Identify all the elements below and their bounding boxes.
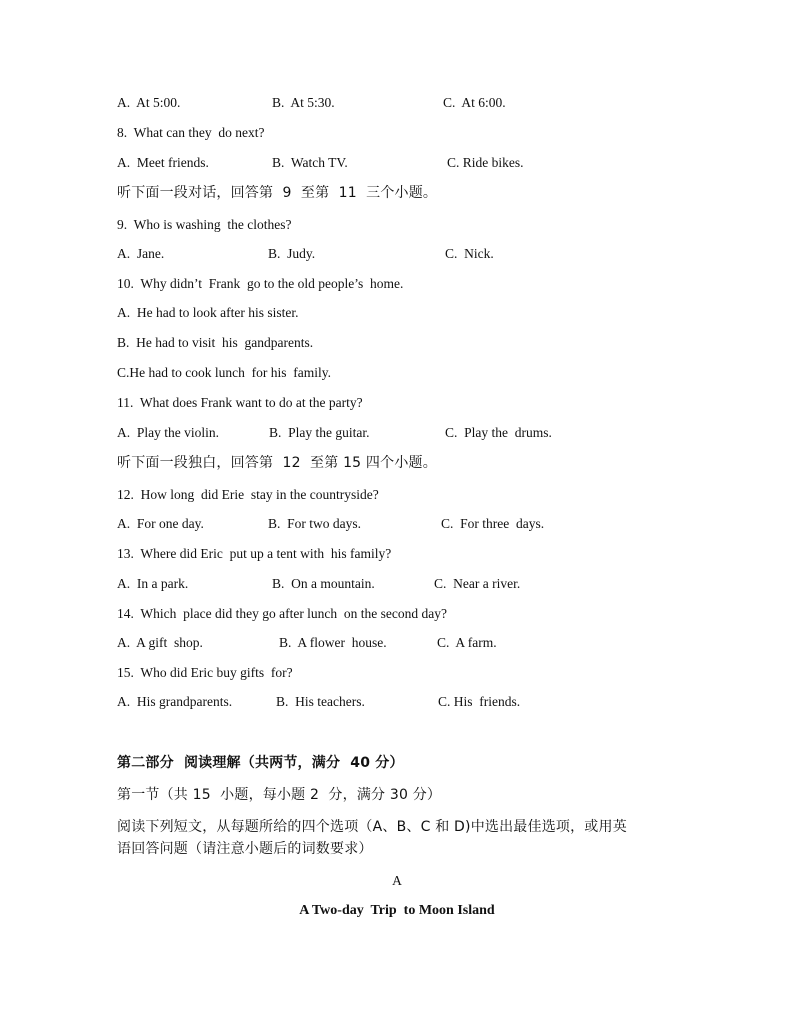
q7-option-c: C. At 6:00.: [443, 95, 506, 110]
q15-option-a: A. His grandparents.: [117, 694, 233, 709]
q12-option-a: A. For one day.: [117, 516, 204, 531]
q10-option-a: A. He had to look after his sister.: [117, 305, 299, 320]
q11-option-c: C. Play the drums.: [445, 425, 552, 440]
question-11: 11. What does Frank want to do at the party?: [117, 395, 363, 410]
section1-heading: 第一节（共 15 小题，每小题 2 分，满分 30 分）: [117, 787, 442, 803]
reading-instruction-line1: 阅读下列短文，从每题所给的四个选项（A、B、C 和 D)中选出最佳选项，或用英: [117, 819, 627, 835]
q12-option-c: C. For three days.: [441, 516, 545, 531]
q7-option-a: A. At 5:00.: [117, 95, 181, 110]
q13-option-b: B. On a mountain.: [272, 576, 375, 591]
q15-option-b: B. His teachers.: [276, 694, 365, 709]
q11-option-a: A. Play the violin.: [117, 425, 219, 440]
reading-instruction-line2: 语回答问题（请注意小题后的词数要求）: [117, 841, 373, 857]
question-12: 12. How long did Erie stay in the countryside?: [117, 487, 379, 502]
q9-option-a: A. Jane.: [117, 246, 165, 261]
question-10: 10. Why didn’t Frank go to the old people’s home.: [117, 276, 404, 291]
q14-option-b: B. A flower house.: [279, 635, 387, 650]
q8-option-a: A. Meet friends.: [117, 155, 209, 170]
q13-option-a: A. In a park.: [117, 576, 189, 591]
q8-option-b: B. Watch TV.: [272, 155, 348, 170]
instruction-9-11: 听下面一段对话，回答第 9 至第 11 三个小题。: [117, 185, 438, 201]
q15-option-c: C. His friends.: [438, 694, 521, 709]
question-8: 8. What can they do next?: [117, 125, 265, 140]
q13-option-c: C. Near a river.: [434, 576, 521, 591]
q9-option-c: C. Nick.: [445, 246, 494, 261]
part2-heading: 第二部分 阅读理解（共两节，满分 40 分）: [117, 755, 404, 771]
q9-option-b: B. Judy.: [268, 246, 316, 261]
q14-option-a: A. A gift shop.: [117, 635, 203, 650]
q14-option-c: C. A farm.: [437, 635, 497, 650]
passage-label: A: [392, 873, 402, 888]
question-13: 13. Where did Eric put up a tent with his family?: [117, 546, 392, 561]
q12-option-b: B. For two days.: [268, 516, 362, 531]
question-15: 15. Who did Eric buy gifts for?: [117, 665, 293, 680]
question-9: 9. Who is washing the clothes?: [117, 217, 292, 232]
q10-option-b: B. He had to visit his gandparents.: [117, 335, 314, 350]
q11-option-b: B. Play the guitar.: [269, 425, 370, 440]
q8-option-c: C. Ride bikes.: [447, 155, 524, 170]
question-14: 14. Which place did they go after lunch on the second day?: [117, 606, 448, 621]
q7-option-b: B. At 5:30.: [272, 95, 335, 110]
passage-title: A Two-day Trip to Moon Island: [299, 903, 495, 918]
instruction-12-15: 听下面一段独白，回答第 12 至第 15 四个小题。: [117, 455, 437, 471]
q10-option-c: C.He had to cook lunch for his family.: [117, 365, 331, 380]
